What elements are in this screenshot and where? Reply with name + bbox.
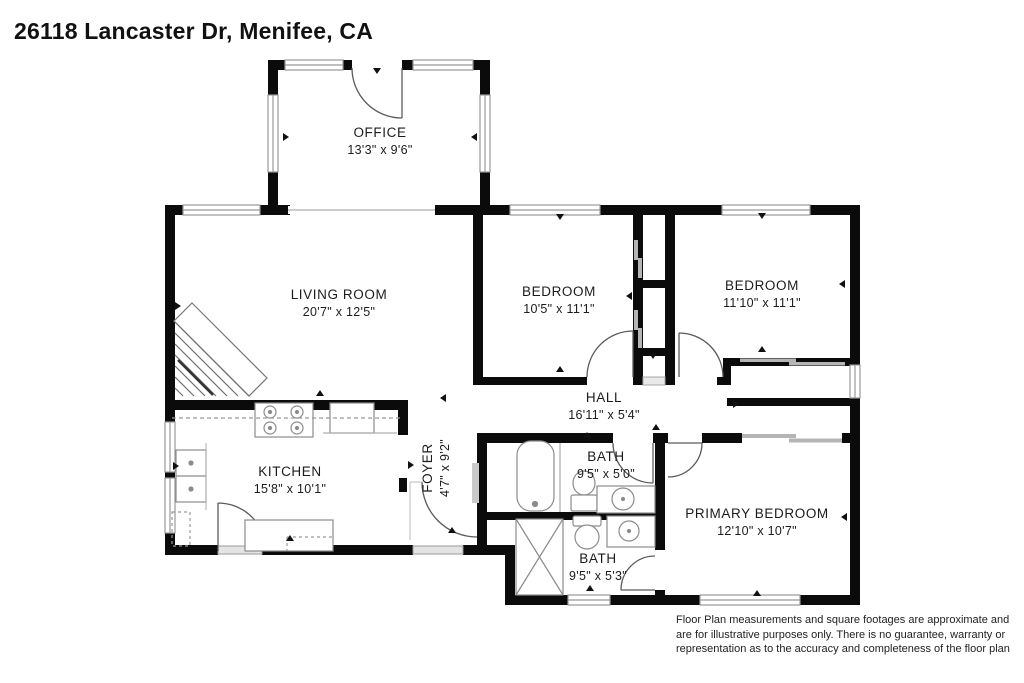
bedroom2-door (679, 333, 723, 377)
vanity-1 (597, 486, 655, 513)
disclaimer-text: Floor Plan measurements and square footages are approximate and are for illustrative purposes only. There is no guarantee, warranty or representation as to the accuracy and completeness of the floor plan (676, 614, 1010, 656)
room-label-bedroom-2: BEDROOM 11'10" x 11'1" (723, 278, 801, 310)
shower (516, 519, 563, 595)
room-label-hall: HALL 16'11" x 5'4" (568, 390, 640, 422)
office-door (352, 68, 402, 118)
primary-bedroom-door (668, 443, 702, 477)
bedroom1-door (587, 331, 633, 377)
room-label-living-room: LIVING ROOM 20'7" x 12'5" (290, 287, 388, 319)
vanity-2 (607, 516, 655, 547)
page-title: 26118 Lancaster Dr, Menifee, CA (14, 18, 374, 44)
room-label-foyer: FOYER 4'7" x 9'2" (420, 439, 452, 497)
room-label-bath-1: BATH 9'5" x 5'0" (577, 449, 635, 481)
front-door-threshold (413, 546, 463, 554)
toilet-2 (573, 516, 601, 549)
stove (255, 403, 313, 437)
room-label-primary-bedroom: PRIMARY BEDROOM 12'10" x 10'7" (685, 506, 829, 538)
room-label-office: OFFICE 13'3" x 9'6" (347, 125, 413, 157)
room-label-kitchen: KITCHEN 15'8" x 10'1" (253, 464, 327, 496)
kitchen-island (245, 520, 333, 551)
room-label-bedroom-1: BEDROOM 10'5" x 11'1" (522, 284, 596, 316)
corner-feature (174, 303, 267, 396)
kitchen-sink (176, 450, 206, 502)
bathtub (517, 441, 554, 511)
room-label-bath-2: BATH 9'5" x 5'3" (569, 551, 627, 583)
hall-closet-opening (643, 377, 665, 385)
